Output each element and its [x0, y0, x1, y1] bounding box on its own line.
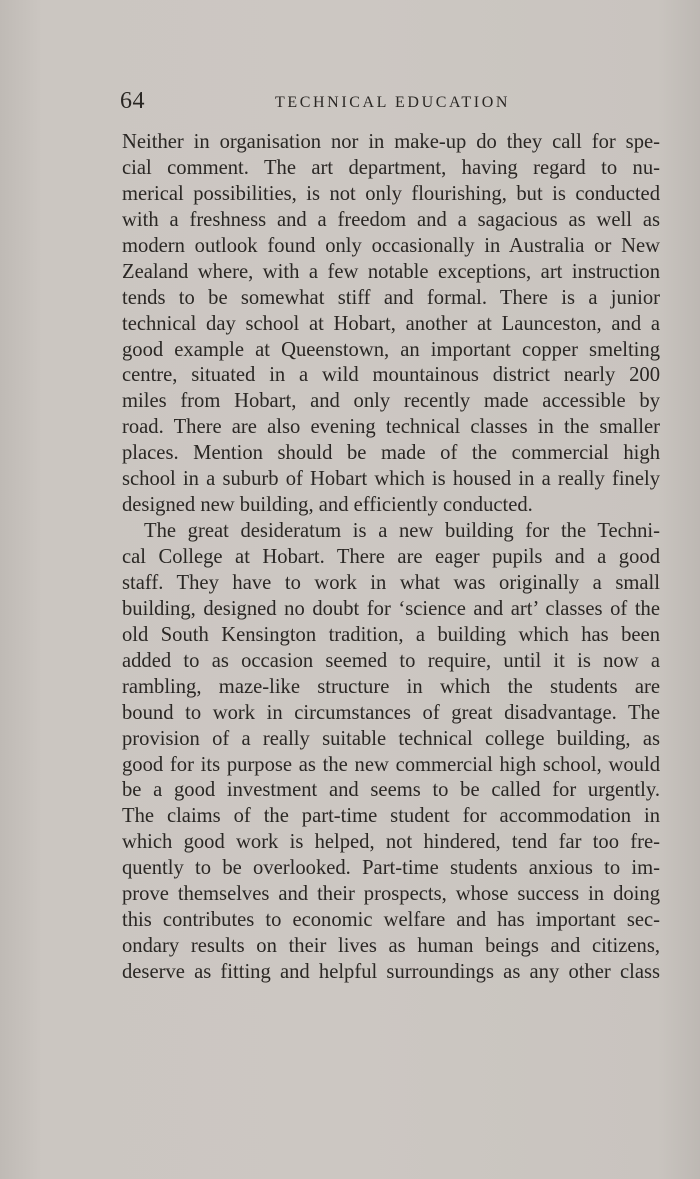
text-line: good for its purpose as the new commercial high school, would — [122, 753, 660, 776]
text-line: be a good investment and seems to be called for urgently. — [122, 779, 660, 802]
text-line: technical day school at Hobart, another at Launceston, and a — [122, 312, 660, 335]
text-line: rambling, maze-like structure in which the students are — [122, 675, 660, 698]
body-text — [122, 130, 660, 986]
text-line: The claims of the part-time student for accommodation in — [122, 805, 660, 828]
text-line: quently to be overlooked. Part-time students anxious to im- — [122, 857, 660, 880]
page-header — [120, 88, 660, 122]
paragraph-start-line: The great desideratum is a new building for the Techni- — [144, 520, 660, 543]
running-title: TECHNICAL EDUCATION — [275, 94, 511, 111]
text-line: which good work is helped, not hindered, tend far too fre- — [122, 831, 660, 854]
text-line: Neither in organisation nor in make-up do they call for spe- — [122, 131, 660, 153]
text-line: ondary results on their lives as human beings and citizens, — [122, 935, 660, 958]
text-line: deserve as fitting and helpful surroundings as any other class — [122, 961, 660, 983]
text-line: merical possibilities, is not only flourishing, but is conducted — [122, 182, 660, 205]
text-line: school in a suburb of Hobart which is housed in a really finely — [122, 468, 660, 491]
text-line: with a freshness and a freedom and a sagacious as well as — [122, 208, 660, 231]
text-line: old South Kensington tradition, a building which has been — [122, 623, 660, 646]
text-line: provision of a really suitable technical college building, as — [122, 727, 660, 750]
text-line: centre, situated in a wild mountainous district nearly 200 — [122, 364, 660, 387]
text-line: bound to work in circumstances of great disadvantage. The — [122, 701, 660, 724]
text-line: staff. They have to work in what was originally a small — [122, 571, 660, 594]
text-line: prove themselves and their prospects, whose success in doing — [122, 883, 660, 906]
text-line: road. There are also evening technical classes in the smaller — [122, 416, 660, 439]
text-line: cal College at Hobart. There are eager pupils and a good — [122, 546, 660, 568]
text-line: building, designed no doubt for ‘science and art’ classes of the — [122, 597, 660, 620]
text-line: cial comment. The art department, having regard to nu- — [122, 156, 660, 179]
text-line: good example at Queenstown, an important copper smelting — [122, 338, 660, 361]
text-line: miles from Hobart, and only recently made accessible by — [122, 390, 660, 413]
paragraph-end-line: designed new building, and efficiently conducted. — [122, 494, 533, 517]
text-line: added to as occasion seemed to require, until it is now a — [122, 649, 660, 672]
text-line: Zealand where, with a few notable exceptions, art instruction — [122, 260, 660, 283]
text-line: this contributes to economic welfare and has important sec- — [122, 909, 660, 932]
text-line: modern outlook found only occasionally in Australia or New — [122, 234, 660, 257]
text-line: places. Mention should be made of the commercial high — [122, 442, 660, 465]
page-number: 64 — [120, 88, 145, 114]
text-line: tends to be somewhat stiff and formal. There is a junior — [122, 286, 660, 309]
